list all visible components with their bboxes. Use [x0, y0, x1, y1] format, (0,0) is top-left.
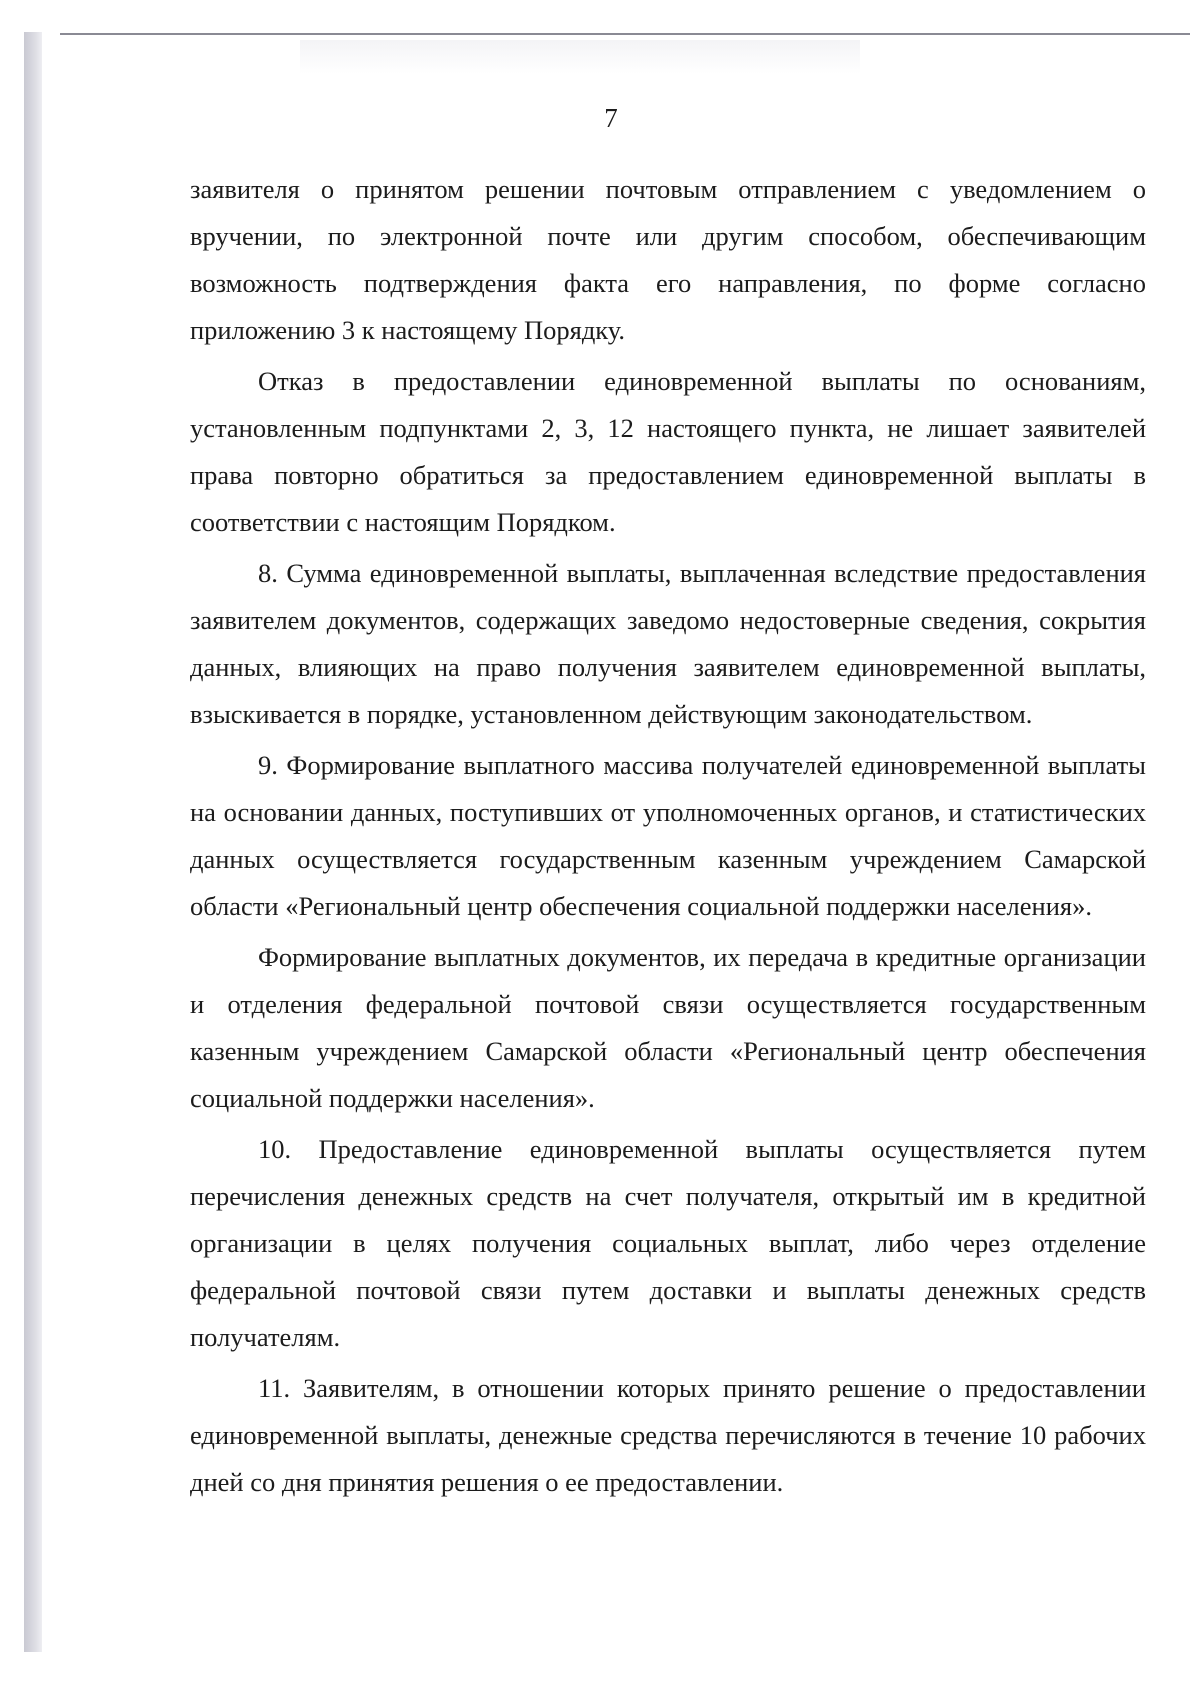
paragraph-item-11: 11. Заявителям, в отношении которых принято решение о предоставлении единовременной выплаты, денежные средства перечисляются в течение 10 рабочих дней со дня принятия решения о ее предоставлении. [190, 1373, 1146, 1497]
document-body [190, 166, 1146, 1506]
paragraph-payment-documents: Формирование выплатных документов, их передача в кредитные организации и отделения федеральной почтовой связи осуществляется государственным казенным учреждением Самарской области «Региональный центр обеспечения социальной поддержки населения». [190, 942, 1146, 1113]
paragraph-refusal: Отказ в предоставлении единовременной выплаты по основаниям, установленным подпунктами 2, 3, 12 настоящего пункта, не лишает заявителей права повторно обратиться за предоставлением единовременной выплаты в соответствии с настоящим Порядком. [190, 366, 1146, 537]
scan-top-line [60, 33, 1190, 35]
paragraph-continuation: заявителя о принятом решении почтовым отправлением с уведомлением о вручении, по электронной почте или другим способом, обеспечивающим возможность подтверждения факта его направления, по форме согласно приложению 3 к настоящему Порядку. [190, 174, 1146, 345]
page-number: 7 [604, 103, 618, 133]
paragraph-item-8: 8. Сумма единовременной выплаты, выплаченная вследствие предоставления заявителем документов, содержащих заведомо недостоверные сведения, сокрытия данных, влияющих на право получения заявителем единовременной выплаты, взыскивается в порядке, установленном действующим законодательством. [190, 558, 1146, 729]
paragraph-item-9: 9. Формирование выплатного массива получателей единовременной выплаты на основании данных, поступивших от уполномоченных органов, и статистических данных осуществляется государственным казенным учреждением Самарской области «Региональный центр обеспечения социальной поддержки населения». [190, 750, 1146, 921]
paragraph-item-10: 10. Предоставление единовременной выплаты осуществляется путем перечисления денежных средств на счет получателя, открытый им в кредитной организации в целях получения социальных выплат, либо через отделение федеральной почтовой связи путем доставки и выплаты денежных средств получателям. [190, 1134, 1146, 1352]
scan-edge-shadow [24, 32, 42, 1652]
scan-bleed-through [300, 40, 860, 74]
